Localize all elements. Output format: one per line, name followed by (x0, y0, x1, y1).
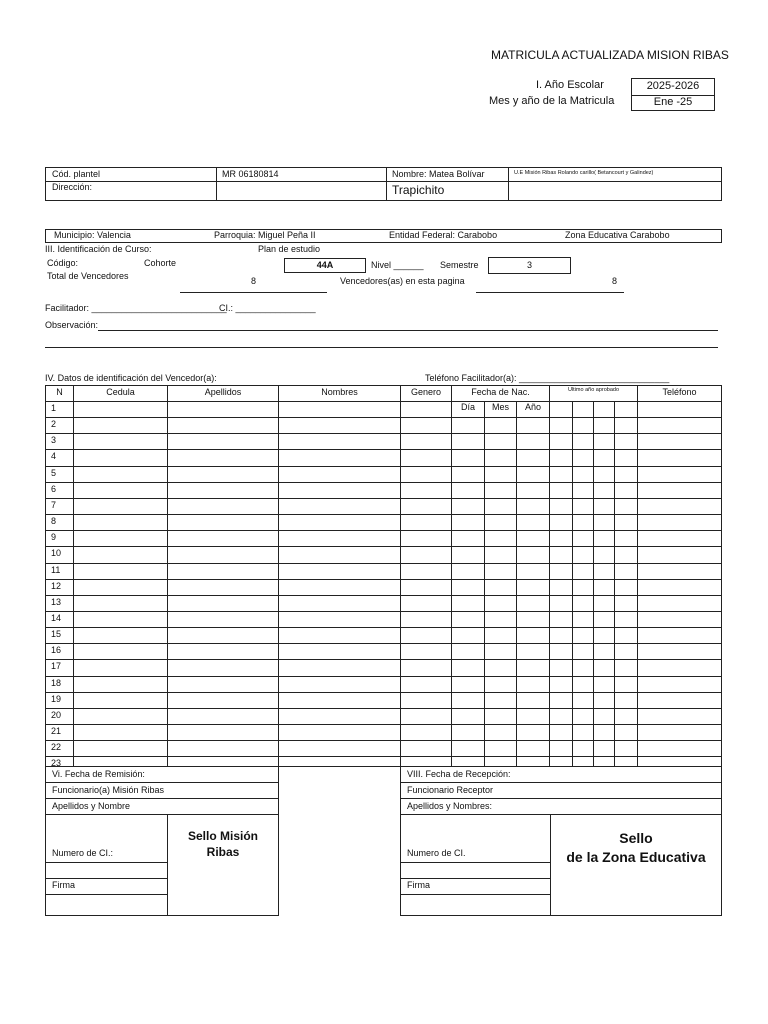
sello-mision-line2: Ribas (206, 845, 240, 859)
observacion-line-2[interactable] (45, 347, 718, 348)
vencedor-table (45, 385, 722, 767)
observacion-line-1[interactable] (98, 330, 718, 331)
mes-anio-value[interactable]: Ene -25 (653, 96, 693, 108)
table-row[interactable] (46, 546, 721, 547)
table-row[interactable] (46, 692, 721, 693)
table-row[interactable] (46, 579, 721, 580)
telefono-facilitador-field[interactable]: Teléfono Facilitador(a): ______________________________ (425, 373, 670, 383)
col-genero: Genero (410, 387, 442, 397)
col-apellidos: Apellidos (204, 387, 242, 397)
col-n: N (56, 387, 63, 397)
col-telefono: Teléfono (662, 387, 697, 397)
row-number: 5 (51, 467, 57, 478)
sello-zona-educativa (551, 829, 721, 867)
entidad-federal[interactable]: Entidad Federal: Carabobo (389, 230, 498, 240)
table-row[interactable] (46, 595, 721, 596)
total-vencedores-line (180, 292, 327, 293)
semestre-value[interactable]: 3 (526, 260, 532, 270)
anio-escolar-value[interactable]: 2025-2026 (646, 80, 700, 92)
row-number: 11 (51, 564, 61, 575)
curso-section-label: III. Identificación de Curso: (45, 244, 152, 254)
direccion-label: Dirección: (52, 182, 93, 192)
fecha-recepcion-field[interactable]: VIII. Fecha de Recepción: (407, 769, 511, 779)
numero-ci-field-left[interactable]: Numero de CI.: (52, 848, 114, 858)
anio-escolar-label: I. Año Escolar (536, 79, 604, 91)
sello-mision-line1: Sello Misión (187, 829, 258, 843)
row-number: 22 (51, 742, 62, 753)
row-number: 12 (51, 580, 62, 591)
facilitador-field[interactable]: Facilitador: ___________________________ (45, 303, 227, 313)
table-row[interactable] (46, 482, 721, 483)
table-row[interactable] (46, 514, 721, 515)
table-row[interactable] (46, 659, 721, 660)
table-row[interactable] (46, 724, 721, 725)
table-row[interactable] (46, 756, 721, 757)
row-number: 1 (51, 403, 57, 413)
table-row[interactable] (46, 417, 721, 418)
numero-ci-field-right[interactable]: Numero de CI. (407, 848, 466, 858)
codigo-label: Código: (47, 258, 79, 268)
apellidos-nombre-field[interactable]: Apellidos y Nombre (52, 801, 131, 811)
table-row[interactable] (46, 740, 721, 741)
funcionario-mision-field[interactable]: Funcionario(a) Misión Ribas (52, 785, 165, 795)
firma-field-right[interactable]: Firma (407, 880, 430, 890)
mes-anio-label: Mes y año de la Matricula (489, 95, 615, 107)
row-number: 7 (51, 499, 57, 510)
plan-estudio-label: Plan de estudio (258, 244, 321, 254)
row-number: 18 (51, 677, 62, 688)
document-title: MATRICULA ACTUALIZADA MISION RIBAS (491, 48, 729, 62)
fecha-remision-field[interactable]: Vi. Fecha de Remisión: (52, 769, 145, 779)
municipio[interactable]: Municipio: Valencia (54, 230, 131, 240)
sello-mision-ribas (168, 828, 278, 860)
facilitador-ci-field[interactable]: CI.: ________________ (219, 303, 316, 313)
row-number: 10 (51, 548, 62, 559)
table-row[interactable] (46, 563, 721, 564)
table-row[interactable] (46, 466, 721, 467)
nombre-plantel[interactable]: Nombre: Matea Bolívar (392, 169, 485, 179)
col-dia: Día (460, 402, 475, 412)
row-number: 16 (51, 645, 62, 656)
total-vencedores-value[interactable]: 8 (251, 276, 257, 286)
sello-zona-line1: Sello (619, 830, 653, 846)
table-row[interactable] (46, 449, 721, 450)
cohorte-label: Cohorte (144, 258, 177, 268)
vencedores-pagina-label: Vencedores(as) en esta pagina (340, 276, 465, 286)
table-row[interactable] (46, 611, 721, 612)
location-box (45, 229, 722, 243)
anio-escolar-box (631, 78, 715, 111)
col-cedula: Cedula (106, 387, 135, 397)
observacion-label: Observación: (45, 320, 99, 330)
table-row[interactable] (46, 498, 721, 499)
row-number: 14 (51, 612, 62, 623)
vencedores-pagina-value[interactable]: 8 (612, 276, 618, 286)
row-number: 8 (51, 516, 57, 527)
col-mes: Mes (491, 402, 509, 412)
footer-left-box (45, 766, 279, 916)
table-row[interactable] (46, 643, 721, 644)
cohorte-box (284, 258, 366, 273)
col-ultimo-anio: Último año aprobado (567, 387, 620, 393)
total-vencedores-label: Total de Vencedores (47, 271, 129, 281)
vencedores-pagina-line (476, 292, 624, 293)
table-row[interactable] (46, 530, 721, 531)
semestre-label: Semestre (440, 260, 479, 270)
table-row[interactable] (46, 627, 721, 628)
row-number: 4 (51, 451, 57, 462)
firma-field-left[interactable]: Firma (52, 880, 75, 890)
semestre-box (488, 257, 571, 274)
row-number: 9 (51, 532, 57, 543)
apellidos-nombres-field[interactable]: Apellidos y Nombres: (407, 801, 493, 811)
col-nombres: Nombres (321, 387, 358, 397)
header-row-line (46, 401, 721, 402)
table-row[interactable] (46, 433, 721, 434)
row-number: 2 (51, 419, 57, 430)
row-number: 20 (51, 709, 62, 720)
table-row[interactable] (46, 676, 721, 677)
col-anio: Año (524, 402, 541, 412)
row-number: 19 (51, 693, 62, 704)
row-number: 6 (51, 483, 57, 494)
row-number: 3 (51, 435, 57, 446)
row-number: 21 (51, 726, 62, 736)
cod-plantel-label: Cód. plantel (52, 169, 101, 179)
sello-zona-line2: de la Zona Educativa (566, 849, 706, 865)
row-number: 17 (51, 661, 62, 672)
vencedor-section-label: IV. Datos de identificación del Vencedor(a): (45, 373, 217, 383)
footer-right-box (400, 766, 722, 916)
nivel-label: Nivel ______ (371, 260, 424, 270)
cod-plantel-value[interactable]: MR 06180814 (222, 169, 279, 179)
cohorte-value[interactable]: 44A (316, 260, 334, 270)
row-number: 15 (51, 629, 62, 640)
direccion-value[interactable]: Trapichito (392, 183, 445, 197)
row-number: 23 (51, 758, 62, 769)
parroquia[interactable]: Parroquia: Miguel Peña II (214, 230, 316, 240)
table-row[interactable] (46, 708, 721, 709)
funcionario-receptor-field[interactable]: Funcionario Receptor (407, 785, 494, 795)
ue-plantel[interactable]: U.E Misión Ribas Rolando carillo( Betancourt y Galindez) (514, 170, 654, 176)
zona-educativa[interactable]: Zona Educativa Carabobo (565, 230, 670, 240)
col-fecha-nac: Fecha de Nac. (471, 387, 530, 397)
plantel-box (45, 167, 722, 201)
row-number: 13 (51, 596, 62, 607)
